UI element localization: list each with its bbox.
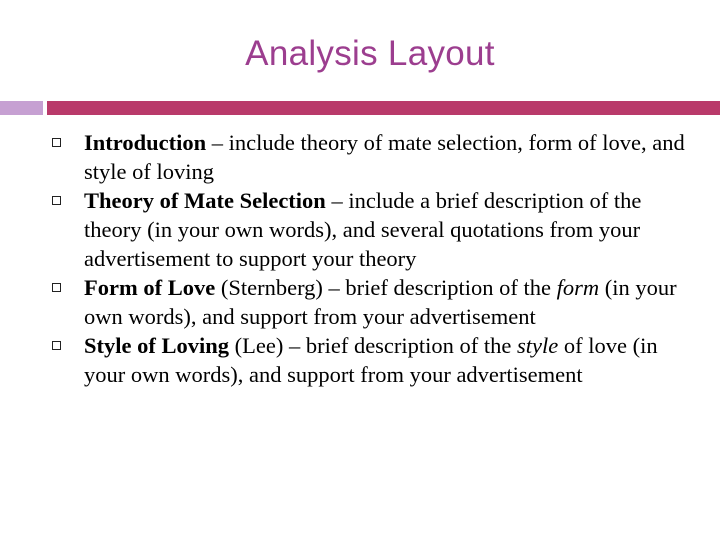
bullet-text (84, 333, 658, 387)
bullet-text (84, 275, 677, 329)
bullet-theory-of-mate-selection (52, 186, 692, 273)
bullet-body: (in your own words), and support from your advertisement (84, 275, 677, 329)
bullet-body: – include a brief description of the theory (in your own words), and several quotations from your advertisement to support your theory (84, 188, 642, 271)
hollow-square-icon (52, 341, 61, 350)
bullet-list (52, 128, 692, 389)
bullet-body: of love (in your own words), and support from your advertisement (84, 333, 658, 387)
bullet-text (84, 130, 685, 184)
bullet-form-of-love (52, 273, 692, 331)
bullet-heading: Form of Love (84, 275, 216, 300)
bullet-emphasis: form (556, 275, 600, 300)
bullet-text (84, 188, 641, 271)
title-divider-bar (47, 101, 720, 115)
bullet-body: – include theory of mate selection, form of love, and style of loving (84, 130, 685, 184)
bullet-heading: Introduction (84, 130, 207, 155)
bullet-style-of-loving (52, 331, 692, 389)
hollow-square-icon (52, 138, 61, 147)
slide-title: Analysis Layout (245, 34, 495, 73)
bullet-heading: Style of Loving (84, 333, 230, 358)
bullet-body: (Sternberg) – brief description of the (215, 275, 557, 300)
hollow-square-icon (52, 283, 61, 292)
hollow-square-icon (52, 196, 61, 205)
bullet-body: (Lee) – brief description of the (229, 333, 518, 358)
bullet-introduction (52, 128, 692, 186)
title-accent-bar (0, 101, 43, 115)
bullet-emphasis: style (517, 333, 559, 358)
bullet-heading: Theory of Mate Selection (84, 188, 326, 213)
